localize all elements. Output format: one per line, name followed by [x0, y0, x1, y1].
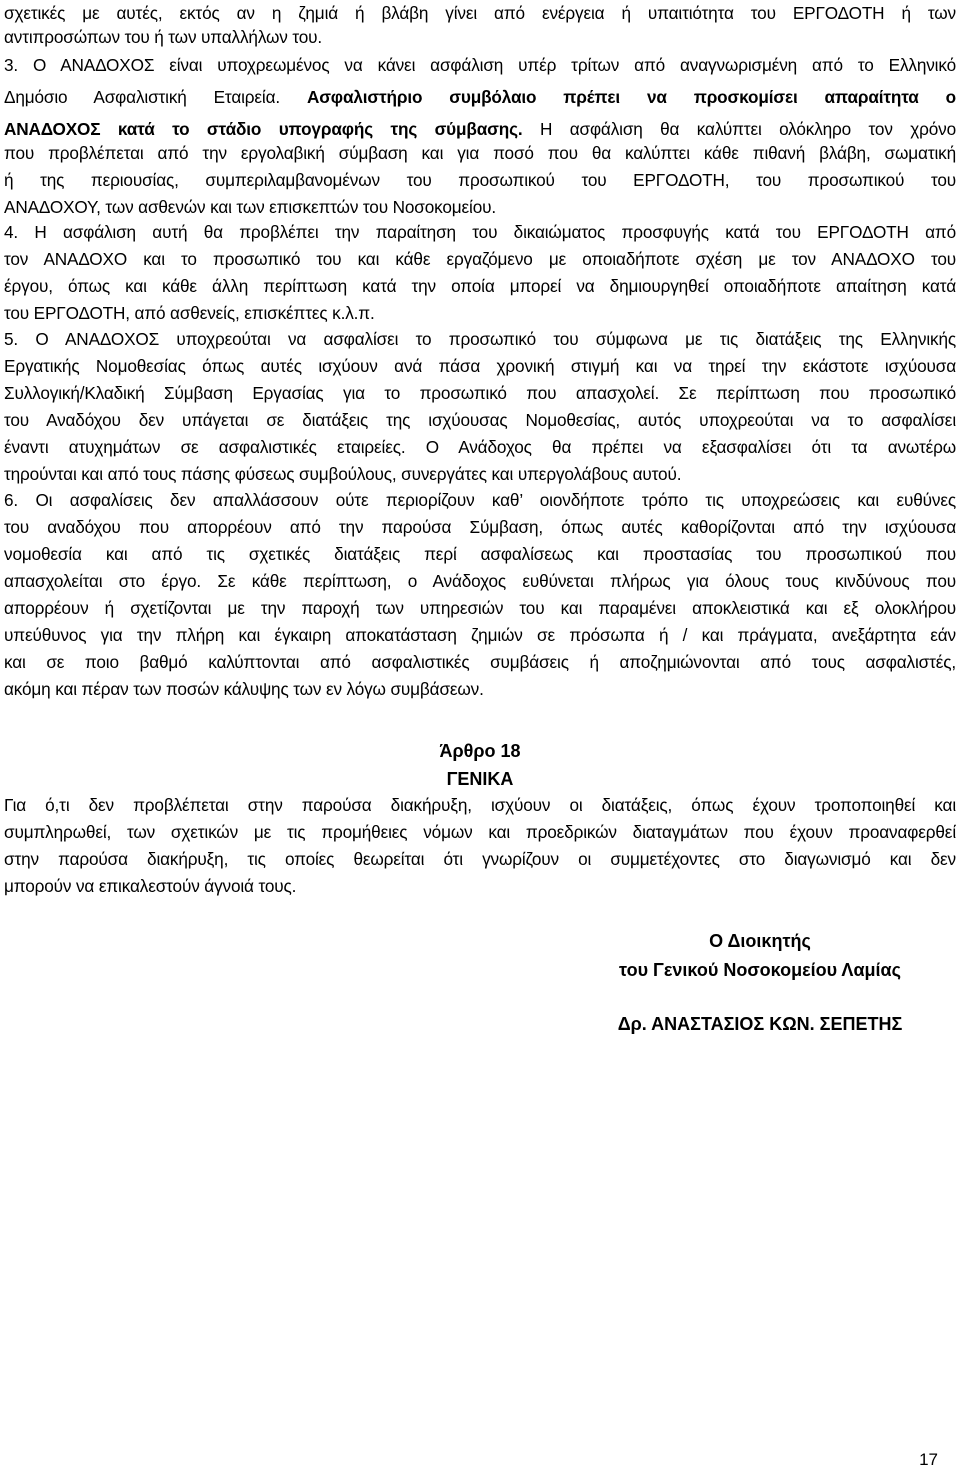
bold-text-run: ΑΝΑΔΟΧΟΣ κατά το στάδιο υπογραφής της σύμβασης.	[4, 119, 523, 139]
page-number: 17	[919, 1450, 938, 1469]
text-line: τον ΑΝΑΔΟΧΟ και το προσωπικό του και κάθε εργαζόμενο με οποιαδήποτε σχέση με τον ΑΝΑΔΟΧΟ του	[4, 249, 956, 269]
text-line: σχετικές με αυτές, εκτός αν η ζημιά ή βλάβη γίνει από ενέργεια ή υπαιτιότητα του ΕΡΓΟΔΟΤΗ ή των	[4, 3, 956, 23]
text-line	[4, 84, 956, 110]
text-line: νομοθεσία και από τις σχετικές διατάξεις περί ασφαλίσεως και προστασίας του προσωπικού που	[4, 544, 956, 564]
text-line: ΑΝΑΔΟΧΟΥ, των ασθενών και των επισκεπτών του Νοσοκομείου.	[4, 197, 496, 217]
text-line: 4. Η ασφάλιση αυτή θα προβλέπει την παραίτηση του δικαιώματος προσφυγής κατά του ΕΡΓΟΔΟΤΗ από	[4, 222, 956, 242]
text-line: υπεύθυνος για την πλήρη και έγκαιρη αποκατάσταση ζημιών σε πρόσωπα ή / και πράγματα, ανεξάρτητα εάν	[4, 625, 956, 645]
article-number: Άρθρο 18	[439, 741, 521, 761]
text-line: τηρούνται και από τους πάσης φύσεως συμβούλους, συνεργάτες και υπεργολάβους αυτού.	[4, 464, 682, 484]
text-line: του αναδόχου που απορρέουν από την παρούσα Σύμβαση, όπως αυτές καθορίζονται από την ισχύουσα	[4, 517, 956, 537]
text-line: ακόμη και πέραν των ποσών κάλυψης των εν λόγω συμβάσεων.	[4, 679, 484, 699]
text-line: 6. Οι ασφαλίσεις δεν απαλλάσσουν ούτε περιορίζουν καθ’ οιονδήποτε τρόπο τις υποχρεώσεις και ευθύνες	[4, 490, 956, 510]
text-line: Συλλογική/Κλαδική Σύμβαση Εργασίας για το προσωπικό που απασχολεί. Σε περίπτωση που προσωπικό	[4, 383, 956, 403]
text-line: του Αναδόχου δεν υπάγεται σε διατάξεις της ισχύουσας Νομοθεσίας, αυτός υποχρεούται να το ασφαλίσει	[4, 410, 956, 430]
text-line: έργου, όπως και κάθε άλλη περίπτωση κατά την οποία μπορεί να δημιουργηθεί οποιαδήποτε απαίτηση κατά	[4, 276, 956, 296]
text-line: στην παρούσα διακήρυξη, τις οποίες θεωρείται ότι γνωρίζουν οι συμμετέχοντες στο διαγωνισμό και δεν	[4, 849, 956, 869]
text-line: που προβλέπεται από την εργολαβική σύμβαση και για ποσό που θα καλύπτει κάθε πιθανή βλάβη, σωματική	[4, 143, 956, 163]
text-line	[4, 116, 956, 142]
text-line: μπορούν να επικαλεστούν άγνοιά τους.	[4, 876, 297, 896]
signature-organization: του Γενικού Νοσοκομείου Λαμίας	[619, 960, 901, 980]
signature-name: Δρ. ΑΝΑΣΤΑΣΙΟΣ ΚΩΝ. ΣΕΠΕΤΗΣ	[617, 1014, 903, 1034]
text-line: και σε ποιο βαθμό καλύπτονται από ασφαλιστικές συμβάσεις ή αποζημιώνονται από τους ασφαλιστές,	[4, 652, 956, 672]
text-line: απορρέουν ή σχετίζονται με την παροχή των υπηρεσιών του και παραμένει αποκλειστικά και εξ ολοκλήρου	[4, 598, 956, 618]
text-line: Εργατικής Νομοθεσίας όπως αυτές ισχύουν ανά πάσα χρονική στιγμή και να τηρεί την εκάστοτε ισχύουσα	[4, 356, 956, 376]
text-line: αντιπροσώπων του ή των υπαλλήλων του.	[4, 27, 323, 47]
text-line: Για ό,τι δεν προβλέπεται στην παρούσα διακήρυξη, ισχύουν οι διατάξεις, όπως έχουν τροποποιηθεί και	[4, 795, 956, 815]
article-title: ΓΕΝΙΚΑ	[446, 769, 514, 789]
text-run: Δημόσιο Ασφαλιστική Εταιρεία.	[4, 87, 307, 107]
text-line: ή της περιουσίας, συμπεριλαμβανομένων του προσωπικού του ΕΡΓΟΔΟΤΗ, του προσωπικού του	[4, 170, 956, 190]
text-line: συμπληρωθεί, των σχετικών με τις προμήθειες νόμων και προεδρικών διαταγμάτων που έχουν προαναφερθεί	[4, 822, 956, 842]
text-line: έναντι ατυχημάτων σε ασφαλιστικές εταιρείες. Ο Ανάδοχος θα πρέπει να εξασφαλίσει ότι τα ανωτέρω	[4, 437, 956, 457]
signature-role: Ο Διοικητής	[709, 931, 811, 951]
text-line: 5. Ο ΑΝΑΔΟΧΟΣ υποχρεούται να ασφαλίσει το προσωπικό του σύμφωνα με τις διατάξεις της Ελληνικής	[4, 329, 956, 349]
text-line: απασχολείται στο έργο. Σε κάθε περίπτωση, ο Ανάδοχος ευθύνεται πλήρως για όλους τους κινδύνους που	[4, 571, 956, 591]
text-run: Η ασφάλιση θα καλύπτει ολόκληρο τον χρόνο	[522, 119, 956, 139]
text-line: του ΕΡΓΟΔΟΤΗ, από ασθενείς, επισκέπτες κ.λ.π.	[4, 303, 375, 323]
text-line: 3. Ο ΑΝΑΔΟΧΟΣ είναι υποχρεωμένος να κάνει ασφάλιση υπέρ τρίτων από αναγνωρισμένη από το Ελληνικό	[4, 55, 956, 75]
bold-text-run: Ασφαλιστήριο συμβόλαιο πρέπει να προσκομίσει απαραίτητα ο	[306, 87, 956, 107]
